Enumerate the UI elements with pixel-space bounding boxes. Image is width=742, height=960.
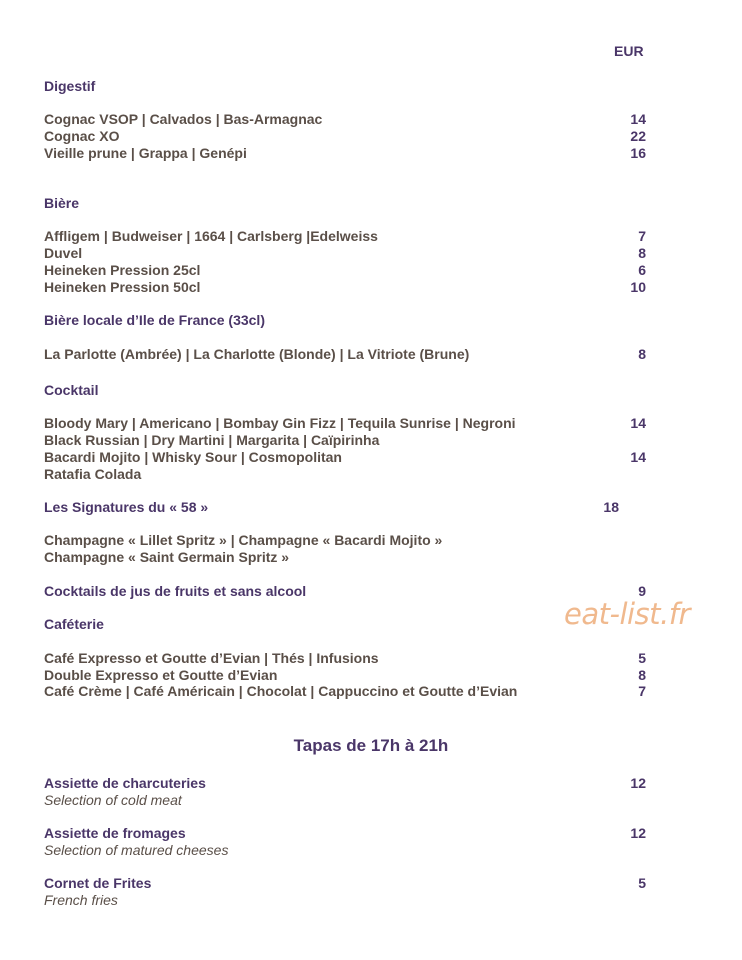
menu-item-name: Double Expresso et Goutte d’Evian (44, 667, 278, 683)
section-title-signatures: Les Signatures du « 58 » (44, 499, 209, 515)
menu-item-name: Café Expresso et Goutte d’Evian | Thés | Infusions (44, 650, 379, 666)
menu-item-name: Duvel (44, 245, 83, 261)
menu-item-name: Bloody Mary | Americano | Bombay Gin Fizz | Tequila Sunrise | Negroni (44, 415, 516, 431)
menu-item-name: Cognac VSOP | Calvados | Bas-Armagnac (44, 111, 323, 127)
menu-item-price: 8 (638, 667, 646, 683)
menu-item-price: 12 (630, 825, 646, 841)
menu-item-name: Ratafia Colada (44, 466, 142, 482)
menu-item-price: 12 (630, 775, 646, 791)
menu-item-price: 6 (638, 262, 646, 278)
menu-item-name: Champagne « Saint Germain Spritz » (44, 549, 290, 565)
menu-item-name: Affligem | Budweiser | 1664 | Carlsberg |Edelweiss (44, 228, 378, 244)
menu-item-price: 14 (630, 111, 646, 127)
menu-item-name: Black Russian | Dry Martini | Margarita | Caïpirinha (44, 432, 380, 448)
menu-item-name: Cornet de Frites (44, 875, 152, 891)
watermark-logo: eat-list.fr (564, 597, 690, 631)
section-title-biere-locale: Bière locale d’Ile de France (33cl) (44, 312, 265, 328)
menu-item-price: 14 (630, 449, 646, 465)
menu-item-price: 8 (638, 346, 646, 362)
section-title-cafeterie: Caféterie (44, 616, 104, 632)
menu-item-name: La Parlotte (Ambrée) | La Charlotte (Blonde) | La Vitriote (Brune) (44, 346, 470, 362)
menu-item-subtitle: Selection of matured cheeses (44, 842, 229, 858)
menu-item-name: Assiette de charcuteries (44, 775, 206, 791)
menu-item-price: 14 (630, 415, 646, 431)
section-title-cocktail: Cocktail (44, 382, 99, 398)
menu-item-price: 10 (630, 279, 646, 295)
menu-item-price: 5 (638, 875, 646, 891)
menu-item-name: Vieille prune | Grappa | Genépi (44, 145, 247, 161)
menu-item-name: Heineken Pression 50cl (44, 279, 201, 295)
section-title-digestif: Digestif (44, 78, 96, 94)
menu-item-subtitle: Selection of cold meat (44, 792, 182, 808)
currency-label: EUR (614, 43, 644, 59)
menu-item-name: Heineken Pression 25cl (44, 262, 201, 278)
menu-item-price: 22 (630, 128, 646, 144)
menu-item-subtitle: French fries (44, 892, 118, 908)
menu-item-name: Bacardi Mojito | Whisky Sour | Cosmopolitan (44, 449, 342, 465)
jus-price: 9 (638, 583, 646, 599)
menu-item-price: 5 (638, 650, 646, 666)
tapas-heading: Tapas de 17h à 21h (293, 736, 449, 755)
menu-item-name: Café Crème | Café Américain | Chocolat | Cappuccino et Goutte d’Evian (44, 683, 518, 699)
menu-item-name: Assiette de fromages (44, 825, 186, 841)
menu-item-price: 7 (638, 228, 646, 244)
signatures-price: 18 (603, 499, 619, 515)
menu-item-name: Cognac XO (44, 128, 120, 144)
menu-item-price: 8 (638, 245, 646, 261)
section-title-jus: Cocktails de jus de fruits et sans alcool (44, 583, 307, 599)
menu-item-name: Champagne « Lillet Spritz » | Champagne « Bacardi Mojito » (44, 532, 443, 548)
menu-item-price: 7 (638, 683, 646, 699)
section-title-biere: Bière (44, 195, 80, 211)
menu-item-price: 16 (630, 145, 646, 161)
